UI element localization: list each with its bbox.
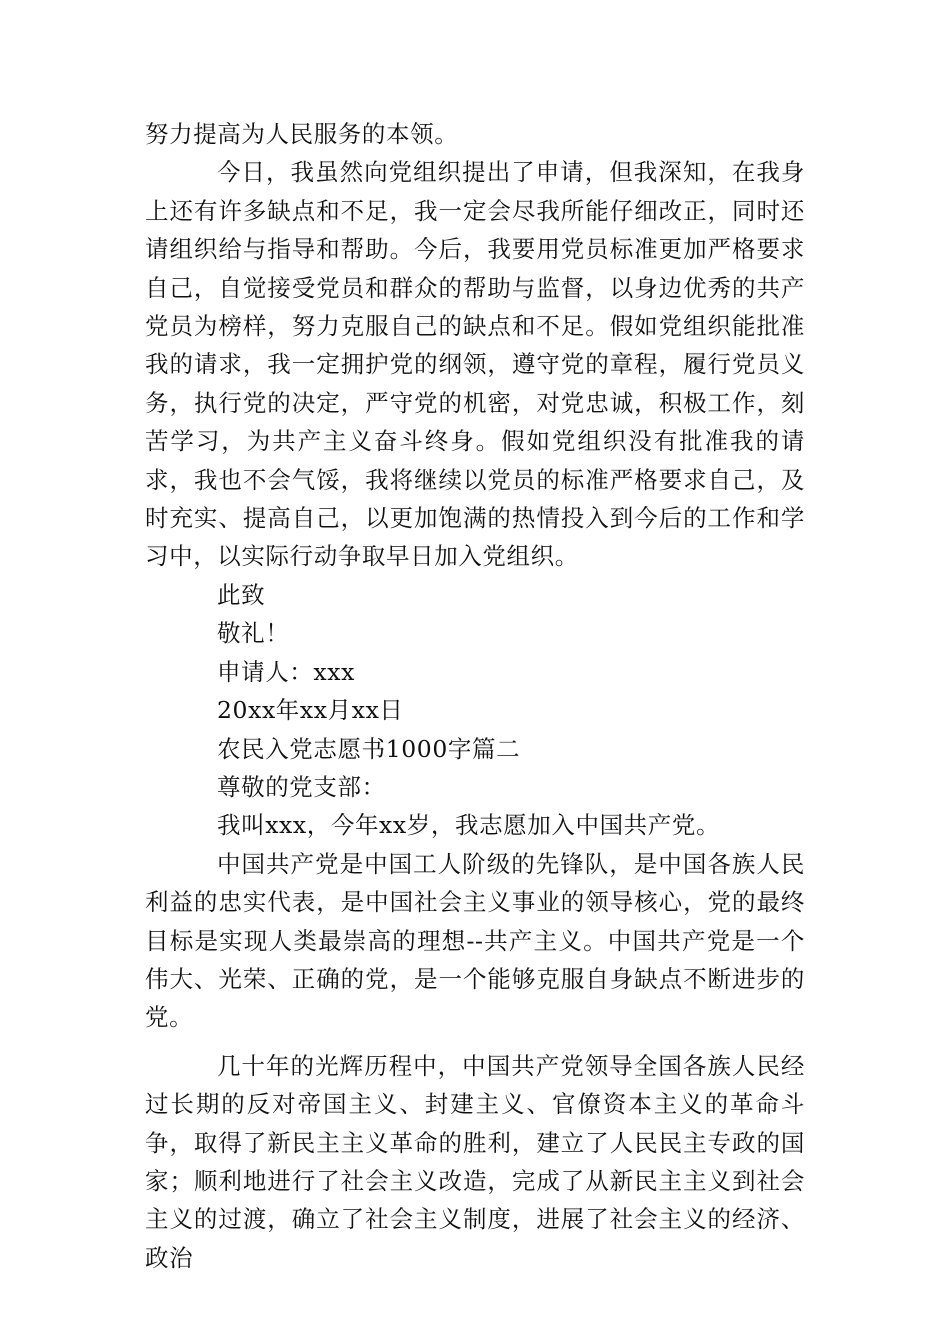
- salutation-cizhi: 此致: [217, 580, 266, 609]
- document-body: [145, 115, 805, 1277]
- paragraph-closing-fragment: 努力提高为人民服务的本领。: [145, 120, 459, 148]
- paragraph-party-description: 中国共产党是中国工人阶级的先锋队，是中国各族人民利益的忠实代表，是中国社会主义事业的领导核心，党的最终目标是实现人类最崇高的理想--共产主义。中国共产党是一个伟大、光荣、正确的党，是一个能够克服自身缺点不断进步的党。: [145, 849, 805, 1032]
- paragraph-party-history: 几十年的光辉历程中，中国共产党领导全国各族人民经过长期的反对帝国主义、封建主义、官僚资本主义的革命斗争，取得了新民主主义革命的胜利，建立了人民民主专政的国家；顺利地进行了社会主义改造，完成了从新民主主义到社会主义的过渡，确立了社会主义制度，进展了社会主义的经济、政治: [145, 1051, 805, 1272]
- applicant-signature: 申请人：xxx: [217, 657, 355, 686]
- paragraph-commitment: 今日，我虽然向党组织提出了申请，但我深知，在我身上还有许多缺点和不足，我一定会尽我所能仔细改正，同时还请组织给与指导和帮助。今后，我要用党员标准更加严格要求自己，自觉接受党员和群众的帮助与监督，以身边优秀的共产党员为榜样，努力克服自己的缺点和不足。假如党组织能批准我的请求，我一定拥护党的纲领，遵守党的章程，履行党员义务，执行党的决定，严守党的机密，对党忠诚，积极工作，刻苦学习，为共产主义奋斗终身。假如党组织没有批准我的请求，我也不会气馁，我将继续以党员的标准严格要求自己，及时充实、提高自己，以更加饱满的热情投入到今后的工作和学习中，以实际行动争取早日加入党组织。: [145, 158, 805, 571]
- section-title: 农民入党志愿书1000字篇二: [217, 734, 521, 763]
- signature-date: 20xx年xx月xx日: [217, 696, 404, 725]
- paragraph-introduction: 我叫xxx，今年xx岁，我志愿加入中国共产党。: [217, 811, 721, 840]
- greeting: 尊敬的党支部：: [217, 772, 386, 801]
- salutation-jingli: 敬礼！: [217, 619, 290, 648]
